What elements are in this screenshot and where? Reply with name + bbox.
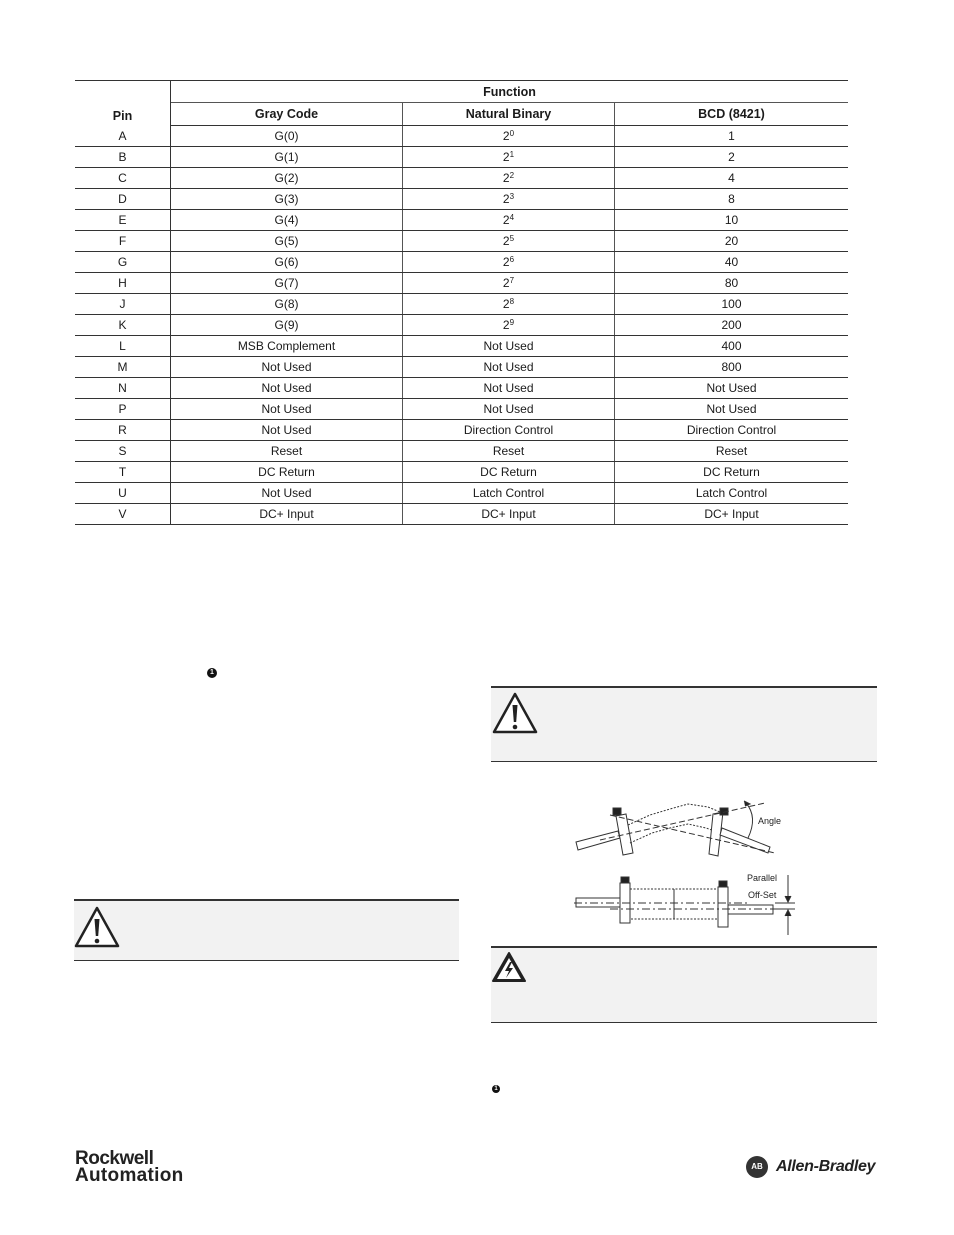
warning-triangle-icon — [74, 906, 120, 948]
cell-pin: R — [75, 420, 171, 441]
cell-gray-code: G(8) — [171, 294, 403, 315]
cell-natural-binary — [403, 210, 615, 231]
cell-pin: L — [75, 336, 171, 357]
cell-bcd: 8 — [615, 189, 849, 210]
cell-natural-binary — [403, 315, 615, 336]
binary-exponent: 7 — [509, 276, 515, 285]
binary-base: 2 — [502, 297, 510, 311]
binary-base: Not Used — [483, 360, 534, 374]
binary-exponent: 0 — [509, 129, 515, 138]
cell-bcd: Direction Control — [615, 420, 849, 441]
cell-natural-binary — [403, 231, 615, 252]
cell-bcd: 10 — [615, 210, 849, 231]
warning-box-top-right — [491, 686, 877, 762]
cell-pin: F — [75, 231, 171, 252]
cell-pin: K — [75, 315, 171, 336]
cell-gray-code: G(1) — [171, 147, 403, 168]
binary-base: 2 — [502, 276, 510, 290]
binary-exponent: 6 — [509, 255, 515, 264]
cell-natural-binary — [403, 483, 615, 504]
header-natural-binary: Natural Binary — [403, 103, 615, 126]
table-row — [75, 441, 848, 462]
table-row — [75, 168, 848, 189]
cell-pin: S — [75, 441, 171, 462]
table-row — [75, 210, 848, 231]
cell-natural-binary — [403, 273, 615, 294]
footnote-marker-bottom: 1 — [492, 1085, 500, 1093]
table-row — [75, 357, 848, 378]
binary-base: Not Used — [483, 402, 534, 416]
cell-natural-binary — [403, 378, 615, 399]
ab-seal-icon: AB — [746, 1156, 768, 1178]
label-parallel: Parallel — [747, 873, 778, 883]
cell-pin: B — [75, 147, 171, 168]
allen-bradley-logo — [746, 1155, 875, 1179]
cell-natural-binary — [403, 294, 615, 315]
binary-exponent: 9 — [509, 318, 515, 327]
label-angle: Angle — [758, 816, 782, 826]
cell-natural-binary — [403, 357, 615, 378]
binary-base: 2 — [502, 234, 510, 248]
table-row — [75, 273, 848, 294]
cell-gray-code: Not Used — [171, 357, 403, 378]
table-row — [75, 294, 848, 315]
cell-gray-code: G(5) — [171, 231, 403, 252]
header-function: Function — [171, 81, 849, 103]
binary-base: 2 — [502, 171, 510, 185]
table-row — [75, 420, 848, 441]
table-row — [75, 126, 848, 147]
cell-pin: T — [75, 462, 171, 483]
cell-natural-binary — [403, 441, 615, 462]
binary-base: Latch Control — [472, 486, 545, 500]
cell-gray-code: G(4) — [171, 210, 403, 231]
table-row — [75, 315, 848, 336]
cell-gray-code: G(6) — [171, 252, 403, 273]
ab-wordmark: Allen-Bradley — [776, 1158, 876, 1175]
cell-bcd: 400 — [615, 336, 849, 357]
cell-gray-code: DC Return — [171, 462, 403, 483]
cell-pin: C — [75, 168, 171, 189]
header-bcd: BCD (8421) — [615, 103, 849, 126]
cell-gray-code: Not Used — [171, 420, 403, 441]
cell-gray-code: G(2) — [171, 168, 403, 189]
binary-exponent: 8 — [509, 297, 515, 306]
pin-function-table — [75, 80, 848, 525]
logo-line-2: Automation — [75, 1165, 184, 1186]
cell-gray-code: Reset — [171, 441, 403, 462]
cell-bcd: Latch Control — [615, 483, 849, 504]
cell-pin: D — [75, 189, 171, 210]
cell-natural-binary — [403, 126, 615, 147]
cell-pin: G — [75, 252, 171, 273]
cell-bcd: 4 — [615, 168, 849, 189]
binary-base: 2 — [502, 192, 510, 206]
cell-gray-code: Not Used — [171, 399, 403, 420]
warning-triangle-icon — [492, 692, 538, 734]
logo-line-1: Rockwell — [75, 1148, 154, 1169]
binary-base: 2 — [502, 129, 510, 143]
shock-hazard-triangle-icon — [491, 951, 527, 983]
label-offset: Off-Set — [748, 890, 777, 900]
table-row — [75, 483, 848, 504]
table-row — [75, 147, 848, 168]
cell-pin: J — [75, 294, 171, 315]
cell-bcd: Reset — [615, 441, 849, 462]
warning-box-left — [74, 899, 459, 961]
table-row — [75, 462, 848, 483]
header-gray-code: Gray Code — [171, 103, 403, 126]
cell-bcd: Not Used — [615, 378, 849, 399]
cell-gray-code: Not Used — [171, 378, 403, 399]
cell-natural-binary — [403, 462, 615, 483]
table-row — [75, 252, 848, 273]
cell-bcd: 200 — [615, 315, 849, 336]
header-pin: Pin — [75, 81, 171, 126]
footnote-marker: 1 — [207, 668, 217, 678]
cell-bcd: 800 — [615, 357, 849, 378]
binary-exponent: 3 — [509, 192, 515, 201]
cell-bcd: 100 — [615, 294, 849, 315]
cell-natural-binary — [403, 252, 615, 273]
cell-pin: U — [75, 483, 171, 504]
cell-gray-code: G(7) — [171, 273, 403, 294]
binary-base: Direction Control — [463, 423, 554, 437]
cell-bcd: 2 — [615, 147, 849, 168]
cell-natural-binary — [403, 147, 615, 168]
binary-base: DC+ Input — [481, 507, 536, 521]
cell-pin: E — [75, 210, 171, 231]
binary-base: 2 — [502, 318, 510, 332]
table-row — [75, 399, 848, 420]
binary-exponent: 5 — [509, 234, 515, 243]
cell-bcd: 20 — [615, 231, 849, 252]
cell-pin: M — [75, 357, 171, 378]
binary-base: Not Used — [483, 381, 534, 395]
cell-pin: A — [75, 126, 171, 147]
table-row — [75, 336, 848, 357]
binary-exponent: 1 — [509, 150, 515, 159]
binary-exponent: 2 — [509, 171, 515, 180]
cell-gray-code: MSB Complement — [171, 336, 403, 357]
cell-gray-code: G(3) — [171, 189, 403, 210]
cell-bcd: DC+ Input — [615, 504, 849, 525]
cell-natural-binary — [403, 399, 615, 420]
shock-hazard-box — [491, 946, 877, 1023]
binary-base: 2 — [502, 150, 510, 164]
cell-bcd: DC Return — [615, 462, 849, 483]
table-row — [75, 189, 848, 210]
cell-bcd: 80 — [615, 273, 849, 294]
cell-gray-code: G(0) — [171, 126, 403, 147]
rockwell-automation-logo — [75, 1150, 184, 1184]
cell-pin: N — [75, 378, 171, 399]
cell-pin: H — [75, 273, 171, 294]
binary-base: DC Return — [480, 465, 537, 479]
binary-base: 2 — [502, 255, 510, 269]
binary-exponent: 4 — [509, 213, 515, 222]
cell-natural-binary — [403, 504, 615, 525]
cell-natural-binary — [403, 189, 615, 210]
cell-gray-code: G(9) — [171, 315, 403, 336]
cell-natural-binary — [403, 168, 615, 189]
cell-bcd: 40 — [615, 252, 849, 273]
cell-natural-binary — [403, 336, 615, 357]
cell-pin: P — [75, 399, 171, 420]
table-row — [75, 231, 848, 252]
cell-bcd: 1 — [615, 126, 849, 147]
alignment-diagram — [570, 795, 810, 940]
table-row — [75, 504, 848, 525]
binary-base: Reset — [492, 444, 525, 458]
binary-base: 2 — [502, 213, 510, 227]
cell-gray-code: DC+ Input — [171, 504, 403, 525]
table-row — [75, 378, 848, 399]
cell-natural-binary — [403, 420, 615, 441]
binary-base: Not Used — [483, 339, 534, 353]
cell-pin: V — [75, 504, 171, 525]
cell-bcd: Not Used — [615, 399, 849, 420]
table-body — [75, 126, 848, 525]
cell-gray-code: Not Used — [171, 483, 403, 504]
